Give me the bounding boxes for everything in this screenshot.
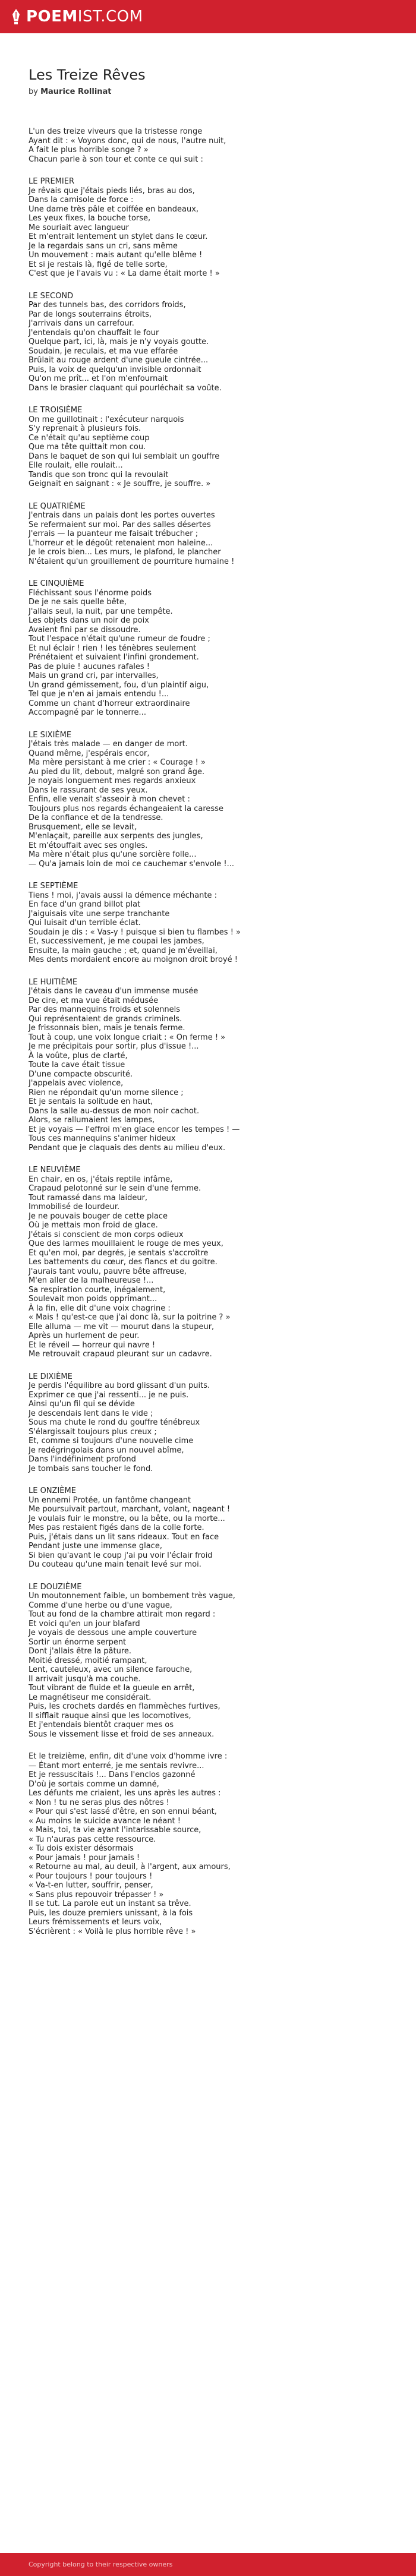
poem-body [29,127,397,1949]
poem-line: Me retrouvait crapaud pleurant sur un cadavre. [29,1350,212,1359]
poem-line: D'une compacte obscurité. [29,1069,133,1079]
poem-line: C'est que je l'avais vu : « La dame était morte ! » [29,269,220,278]
poem-line: Par des mannequins froids et solennels [29,1005,180,1014]
poem-line: Au pied du lit, debout, malgré son grand âge. [29,767,205,776]
poem-line: Je rêvais que j'étais pieds liés, bras au dos, [29,186,195,195]
poem-line: Mes dents mordaient encore au moignon droit broyé ! [29,955,238,964]
poem-line: De cire, et ma vue était médusée [29,996,159,1005]
poem-line: Fléchissant sous l'énorme poids [29,588,152,598]
poem-line: Dans la salle au-dessus de mon noir cachot. [29,1106,200,1116]
poem-line: Quelque part, ici, là, mais je n'y voyais goutte. [29,337,209,346]
poem-line: Toujours plus nos regards échangeaient la caresse [29,804,223,813]
poem-line: Et je voyais — l'effroi m'en glace encor les tempes ! — [29,1125,240,1134]
poem-line: En face d'un grand billot plat [29,900,141,909]
poem-line: Et voici qu'en un jour blafard [29,1619,140,1628]
poem-line: Je la regardais sans un cri, sans même [29,241,178,251]
poem-line: Tiens ! moi, j'avais aussi la démence méchante : [29,891,217,900]
poem-line: Tandis que son tronc qui la revoulait [29,470,169,479]
poem-line: Et, successivement, je me coupai les jambes, [29,937,204,946]
stanza-heading: LE CINQUIÈME [29,579,84,588]
poem-line: Dans le baquet de son qui lui semblait un gouffre [29,452,220,461]
poem-line: Tout à coup, une voix longue criait : « On ferme ! » [29,1033,226,1042]
stanza [29,502,397,567]
poem-line: Geignait en saignant : « Je souffre, je souffre. » [29,479,211,488]
poem-author[interactable]: Maurice Rollinat [40,87,112,96]
poem-line: Et qu'en moi, par degrés, je sentais s'accroître [29,1248,209,1258]
poem-line: J'appelais avec violence, [29,1079,124,1088]
poem-line: Ce n'était qu'au septième coup [29,433,150,443]
poem-line: Du couteau qu'une main tenait levé sur moi. [29,1560,201,1569]
poem-line: Les battements du cœur, des flancs et du goitre. [29,1258,218,1267]
stanza-heading: LE NEUVIÈME [29,1166,81,1175]
poem-line: Je tombais sans toucher le fond. [29,1464,153,1473]
poem-line: Un moutonnement faible, un bombement très vague, [29,1592,235,1600]
poem-line: Ma mère persistant à me crier : « Courage ! » [29,758,206,767]
poem-line: Prénétaient et suivaient l'infini grondement. [29,653,199,662]
poem-line: Que ma tête quittait mon cou. [29,443,146,452]
poem-line: Tout au fond de la chambre attirait mon regard : [29,1610,216,1619]
poem-line: « Tu dois exister désormais [29,1844,134,1853]
poem-line: J'errais — la puanteur me faisait trébucher ; [29,529,198,538]
poem-line: Un grand gémissement, fou, d'un plaintif aigu, [29,680,209,690]
poem-line: « Tu n'auras pas cette ressource. [29,1835,156,1844]
poem-line: Et je ressuscitais !... Dans l'enclos gazonné [29,1770,196,1779]
stanza-heading: LE ONZIÈME [29,1486,76,1495]
poem-line: Avaient fini par se dissoudre. [29,625,141,634]
poem-line: On me guillotinait : l'exécuteur narquois [29,415,184,424]
poem-line: Si bien qu'avant le coup j'ai pu voir l'éclair froid [29,1551,213,1560]
poem-line: Un mouvement : mais autant qu'elle blême ! [29,251,203,260]
poem-line: Qui représentaient de grands criminels. [29,1014,182,1024]
poem-line: M'enlaçait, pareille aux serpents des jungles, [29,832,203,841]
poem-line: Soulevait mon poids opprimant... [29,1295,157,1303]
poem-line: Comme d'une herbe ou d'une vague, [29,1600,172,1610]
poem-line: Il se tut. La parole eut un instant sa trêve. [29,1899,191,1908]
stanza [29,882,397,965]
poem-line: — Étant mort enterré, je me sentais revivre... [29,1761,204,1770]
poem-line: Je voulais fuir le monstre, ou la bête, ou la morte... [29,1514,225,1523]
poem-line: M'en aller de la malheureuse !... [29,1276,154,1285]
poem-line: Mes pas restaient figés dans de la colle forte. [29,1523,204,1532]
poem-line: J'étais dans le caveau d'un immense musée [29,987,198,996]
poem-line: L'un des treize viveurs que la tristesse ronge [29,127,203,136]
poem-line: Et je sentais la solitude en haut, [29,1097,153,1106]
poem-line: Puis, j'étais dans un lit sans rideaux. Tout en face [29,1532,219,1542]
poem-line: Ainsi qu'un fil qui se dévide [29,1400,135,1409]
poem-line: « Sans plus repouvoir trépasser ! » [29,1890,164,1899]
poem-line: À la voûte, plus de clarté, [29,1051,128,1060]
poem-line: Leurs frémissements et leurs voix, [29,1918,162,1927]
poem-line: Mais un grand cri, par intervalles, [29,671,159,680]
stanza [29,1166,397,1359]
poem-line: « Pour toujours ! pour toujours ! [29,1871,153,1881]
poem-line: « Mais ! qu'est-ce que j'ai donc là, sur la poitrine ? » [29,1313,231,1322]
poem-line: Les défunts me criaient, les uns après les autres : [29,1789,221,1798]
poem-line: A fait le plus horrible songe ? » [29,146,149,154]
poem-line: Se refermaient sur moi. Par des salles désertes [29,520,211,529]
poem-line: J'aurais tant voulu, pauvre bête affreuse, [29,1267,187,1276]
poem-line: Tel que je n'en ai jamais entendu !... [29,690,169,699]
poem-line: Immobilisé de lourdeur. [29,1202,120,1211]
poem-line: Je redégringolais dans un nouvel abîme, [29,1445,184,1455]
stanza-heading: LE HUITIÈME [29,977,78,987]
poem-line: « Pour qui s'est lassé d'être, en son ennui béant, [29,1807,217,1816]
poem-line: Je ne pouvais bouger de cette place [29,1211,168,1221]
poem-line: Un ennemi Protée, un fantôme changeant [29,1495,191,1505]
poem-line: « Pour jamais ! pour jamais ! [29,1853,140,1862]
stanza [29,731,397,869]
poem-line: D'où je sortais comme un damné, [29,1779,159,1789]
poem-line: « Mais, toi, ta vie ayant l'intarissable source, [29,1826,201,1835]
poem-line: Tout vibrant de fluide et la gueule en arrêt, [29,1684,195,1693]
stanza [29,1752,397,1936]
poem-line: Dans le rassurant de ses yeux. [29,785,148,795]
stanza [29,1372,397,1474]
poem-line: Je me précipitais pour sortir, plus d'issue !... [29,1042,199,1051]
poem-line: Et le réveil — horreur qui navre ! [29,1340,156,1350]
poem-line: Après un hurlement de peur. [29,1331,140,1340]
poem-line: En chair, en os, j'étais reptile infâme, [29,1175,173,1184]
stanza [29,579,397,718]
poem-line: Tout l'espace n'était qu'une rumeur de foudre ; [29,634,210,643]
poem-line: « Non ! tu ne seras plus des nôtres ! [29,1798,169,1807]
poem-line: Tout ramassé dans ma laideur, [29,1193,148,1202]
stanza [29,1486,397,1570]
poem-line: J'entrais dans un palais dont les portes ouvertes [29,511,215,520]
poem-line: Brusquement, elle se levait, [29,822,137,832]
poem-line: Quand même, j'espérais encor, [29,749,150,758]
poem-line: Et j'entendais bientôt craquer mes os [29,1721,174,1729]
poem-line: Crapaud pelotonné sur le sein d'une femme. [29,1184,201,1193]
poem-line: Elle roulait, elle roulait... [29,461,123,470]
stanza-heading: LE PREMIER [29,177,74,186]
poem-line: S'écrièrent : « Voilà le plus horrible rêve ! » [29,1927,196,1936]
poem-line: Tous ces mannequins s'animer hideux [29,1134,176,1143]
poem-line: Comme un chant d'horreur extraordinaire [29,699,190,708]
poem-line: Me poursuivait partout, marchant, volant, nageant ! [29,1505,231,1514]
stanza-heading: LE SEPTIÈME [29,882,78,891]
poem-line: Soudain, je reculais, et ma vue effarée [29,346,178,356]
poem-line: Brûlait au rouge ardent d'une gueule cintrée... [29,356,209,365]
poem-line: Qu'on me prît... et l'on m'enfournait [29,374,168,383]
poem-line: Ayant dit : « Voyons donc, qui de nous, l'autre nuit, [29,136,226,146]
poem-line: Dans le brasier claquant qui pourléchait sa voûte. [29,383,222,393]
stanza-heading: LE SIXIÈME [29,730,72,740]
poem-line: J'étais si conscient de mon corps odieux [29,1230,184,1239]
stanza [29,978,397,1153]
poem-line: — Qu'a jamais loin de moi ce cauchemar s'envole !... [29,859,234,869]
stanza [29,127,397,164]
poem-line: Dont j'allais être la pâture. [29,1647,132,1656]
poem-line: Ma mère n'était plus qu'une sorcière folle... [29,850,197,859]
stanza-heading: LE QUATRIÈME [29,501,86,511]
poem-line: Me souriait avec langueur [29,223,129,232]
poem-line: Chacun parle à son tour et conte ce qui suit : [29,154,203,164]
poem-line: Toute la cave était tissue [29,1060,125,1069]
poem-line: Dans la camisole de force : [29,195,134,204]
poem-line: Sous le vissement lisse et froid de ses anneaux. [29,1729,215,1739]
poem-line: Pendant que je claquais des dents au milieu d'eux. [29,1143,226,1153]
poem-line: Je frissonnais bien, mais je tenais ferme. [29,1024,185,1033]
poem-line: S'élargissait toujours plus creux ; [29,1427,157,1437]
poem-line: S'y reprenait à plusieurs fois. [29,424,141,433]
poem-line: Sa respiration courte, inégalement, [29,1285,166,1295]
poem-line: Par des tunnels bas, des corridors froids, [29,301,186,310]
stanza-heading: LE SECOND [29,291,74,301]
poem-line: Moitié dressé, moitié rampant, [29,1656,147,1665]
poem-line: Puis, les douze premiers unissant, à la fois [29,1908,193,1918]
poem-line: Ensuite, la main gauche ; et, quand je m'éveillai, [29,946,218,955]
stanza [29,1583,397,1740]
poem-line: Et nul éclair ! rien ! les ténèbres seulement [29,643,197,653]
brand-name: POEMIST.COM [26,8,143,26]
stanza-heading: LE DOUZIÈME [29,1582,82,1592]
poem-line: Sous ma chute le rond du gouffre ténébreux [29,1418,200,1427]
poem-line: Les objets dans un noir de poix [29,616,149,625]
poem-line: Le magnétiseur me considérait. [29,1693,152,1702]
stanza-heading: LE DIXIÈME [29,1372,73,1381]
poem-line: Lent, cauteleux, avec un silence farouche, [29,1665,193,1674]
poem-line: Alors, se rallumaient les lampes, [29,1116,155,1125]
poem-line: Elle alluma — me vit — mourut dans la stupeur, [29,1322,215,1331]
poem-line: J'étais très malade — en danger de mort. [29,740,188,749]
poem-line: Je voyais de dessous une ample couverture [29,1628,197,1637]
poem-line: Et, comme si toujours d'une nouvelle cime [29,1437,194,1445]
site-header [0,0,416,33]
poem-line: Il sifflait rauque ainsi que les locomotives, [29,1711,191,1721]
poem-line: Il arrivait jusqu'à ma couche. [29,1674,141,1684]
poem-line: « Retourne au mal, au deuil, à l'argent, aux amours, [29,1862,231,1871]
poem-line: À la fin, elle dit d'une voix chagrine : [29,1303,171,1313]
poem-line: Où je mettais mon froid de glace. [29,1221,158,1230]
poem-line: Exprimer ce que j'ai ressenti... je ne puis. [29,1390,189,1400]
poem-line: Que des larmes mouillaient le rouge de mes yeux, [29,1239,223,1248]
poem-line: Et le treizième, enfin, dit d'une voix d'homme ivre : [29,1752,228,1761]
poem-line: J'entendais qu'on chauffait le four [29,328,159,337]
stanza [29,177,397,279]
poem-line: Soudain je dis : « Vas-y ! puisque si bien tu flambes ! » [29,927,241,937]
site-logo[interactable] [11,8,143,25]
poem-line: Je descendais lent dans le vide ; [29,1409,153,1418]
poem-line: L'horreur et le dégoût retenaient mon haleine... [29,538,213,548]
poem-line: De la confiance et de la tendresse. [29,813,163,822]
poem-line: Les yeux fixes, la bouche torse, [29,214,151,223]
poem-line: J'allais seul, la nuit, par une tempête. [29,607,173,616]
copyright-notice: Copyright belong to their respective owners [29,2561,173,2568]
poem-line: Rien ne répondait qu'un morne silence ; [29,1088,184,1097]
poem-line: Pendant juste une immense glace, [29,1542,162,1551]
poem-line: Dans l'indéfiniment profond [29,1455,136,1464]
poem-line: Une dame très pâle et coiffée en bandeaux, [29,204,199,214]
poem-line: N'étaient qu'un grouillement de pourriture humaine ! [29,557,235,566]
poem-line: Par de longs souterrains étroits, [29,310,152,319]
poem-line: Je noyais longuement mes regards anxieux [29,776,196,785]
poem-line: J'aiguisais vite une serpe tranchante [29,909,170,918]
poem-line: Puis, la voix de quelqu'un invisible ordonnait [29,365,201,374]
poem-line: Puis, les crochets dardés en flammèches furtives, [29,1702,220,1711]
poem-line: « Au moins le suicide avance le néant ! [29,1816,181,1826]
site-footer [0,2553,416,2576]
poem-line: Je perdis l'équilibre au bord glissant d'un puits. [29,1381,210,1390]
poem-line: Et si je restais là, figé de telle sorte, [29,260,168,269]
pen-icon [11,8,21,25]
poem-line: Accompagné par le tonnerre... [29,708,146,717]
poem-line: J'arrivais dans un carrefour. [29,319,134,328]
stanza-heading: LE TROISIÈME [29,406,83,415]
stanza [29,292,397,393]
poem-line: Je le crois bien... Les murs, le plafond, le plancher [29,548,221,557]
poem-line: Pas de pluie ! aucunes rafales ! [29,662,150,671]
poem-line: Sortir un énorme serpent [29,1637,127,1647]
poem-line: Qui luisait d'un terrible éclat. [29,918,141,927]
poem-line: « Va-t-en lutter, souffrir, penser, [29,1881,153,1890]
poem-line: Et m'entrait lentement un stylet dans le cœur. [29,232,208,241]
poem-title: Les Treize Rêves [29,67,146,83]
poem-line: De je ne sais quelle bête, [29,598,127,607]
poem-line: Enfin, elle venait s'asseoir à mon chevet : [29,795,190,804]
poem-byline: by Maurice Rollinat [29,87,112,96]
stanza [29,406,397,489]
poem-line: Et m'étouffait avec ses ongles. [29,841,148,850]
